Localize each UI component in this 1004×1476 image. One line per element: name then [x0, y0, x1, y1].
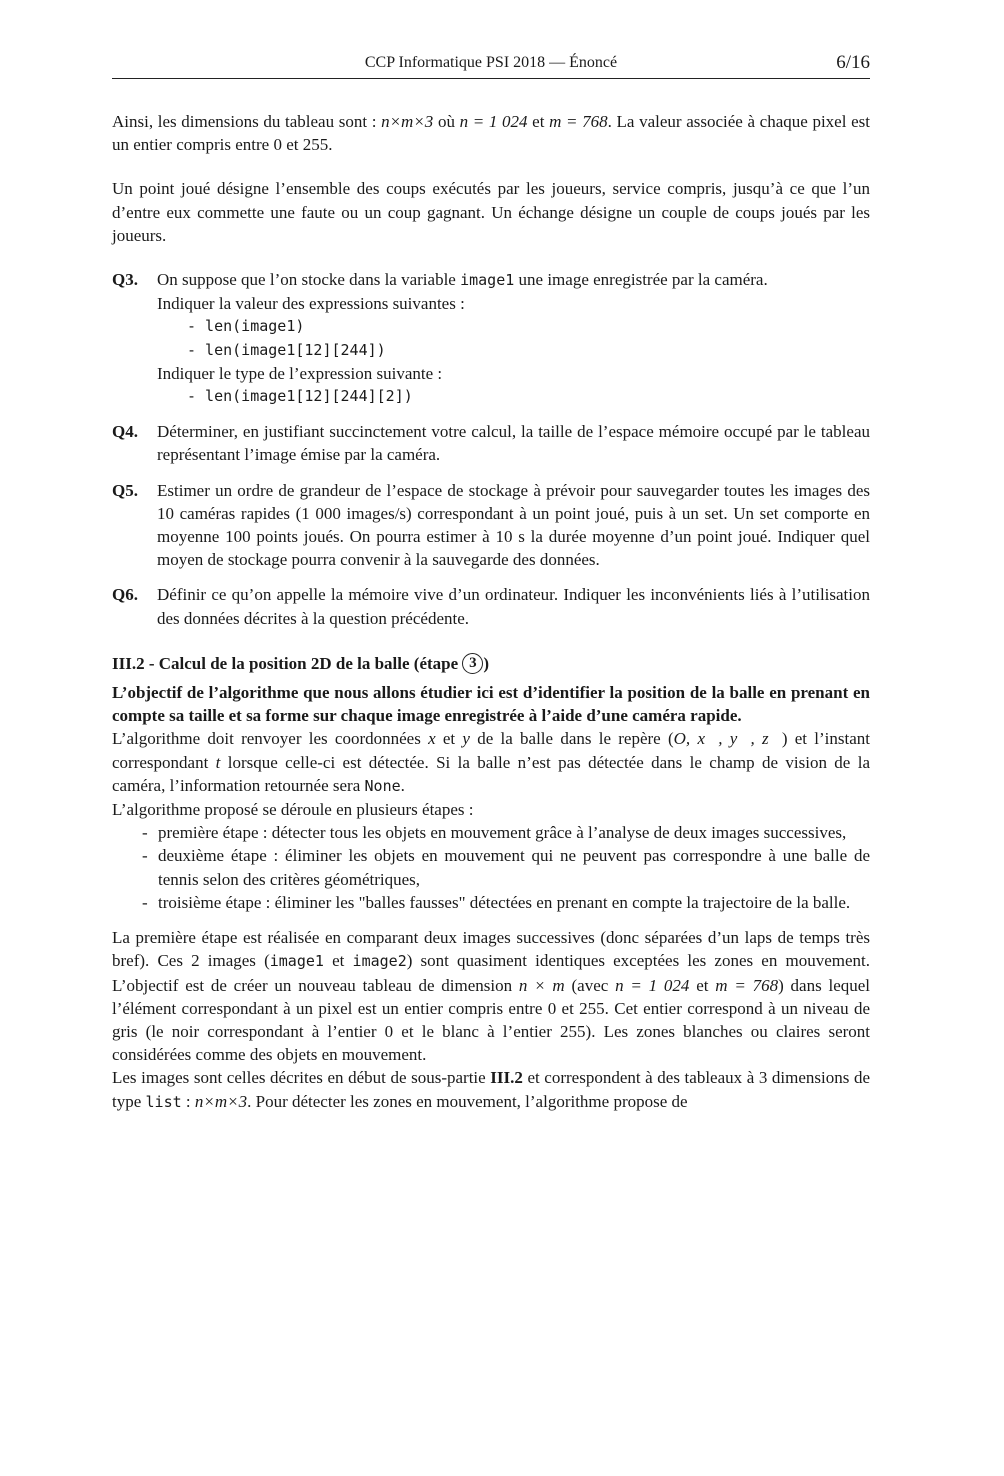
question-number: Q3. [112, 270, 138, 290]
list-item: - deuxième étape : éliminer les objets en mouvement qui ne peuvent pas correspondre à une balle de tennis selon des critères géométriques, [142, 846, 870, 889]
q3-expression-1: - len(image1) [187, 317, 305, 336]
question-number: Q4. [112, 422, 138, 442]
q3-line-2: Indiquer la valeur des expressions suivantes : [157, 294, 465, 314]
q3-expression-2: - len(image1[12][244]) [187, 340, 386, 359]
q5-text: Estimer un ordre de grandeur de l’espace de stockage à prévoir pour sauvegarder toutes les images des 10 caméras rapides (1 000 images/s) correspondant à un point joué, puis à un set. Un set comporte en moyenne 100 points joués. On pourra estimer à 10 s la durée moyenne d’un point joué. Indiquer quel moyen de stockage pourra convenir à la sauvegarde des données. [157, 480, 870, 570]
steps-list [112, 821, 870, 914]
q4-text: Déterminer, en justifiant succinctement votre calcul, la taille de l’espace mémoire occupé par le tableau représentant l’image émise par la caméra. [157, 422, 870, 465]
header-title: CCP Informatique PSI 2018 — Énoncé [364, 54, 618, 71]
section-paragraph-1: L’algorithme doit renvoyer les coordonnées x et y de la balle dans le repère (O, x⃗, y⃗, z⃗) et l’instant correspondant t lorsque celle-ci est détectée. Si la balle n’est pas détectée dans le champ de vision de la caméra, l’information retournée sera None. [112, 729, 870, 795]
intro-paragraph-1: Ainsi, les dimensions du tableau sont : n×m×3 où n = 1 024 et m = 768. La valeur associée à chaque pixel est un entier compris entre 0 et 255. [112, 112, 870, 155]
list-item: - première étape : détecter tous les objets en mouvement grâce à l’analyse de deux images successives, [142, 823, 847, 843]
q3-expression-3: - len(image1[12][244][2]) [187, 387, 413, 406]
question-number: Q6. [112, 585, 138, 605]
section-paragraph-2: L’algorithme proposé se déroule en plusieurs étapes : [112, 800, 474, 820]
question-number: Q5. [112, 480, 138, 500]
question-6 [112, 583, 870, 629]
step-circle-icon: 3 [462, 653, 483, 674]
intro-paragraph-2: Un point joué désigne l’ensemble des coups exécutés par les joueurs, service compris, jusqu’à ce que l’un d’entre eux commette une faute ou un coup gagnant. Un échange désigne un couple de coups joués par les joueurs. [112, 179, 870, 245]
page-number: 6/16 [836, 52, 870, 73]
page-header [112, 52, 870, 79]
page-body [112, 110, 870, 1114]
list-item: - troisième étape : éliminer les "balles fausses" détectées en prenant en compte la trajectoire de la balle. [142, 892, 851, 912]
question-4 [112, 420, 870, 466]
q3-line-3: Indiquer le type de l’expression suivante : [157, 363, 443, 383]
q6-text: Définir ce qu’on appelle la mémoire vive d’un ordinateur. Indiquer les inconvénients liés à l’utilisation des données décrites à la question précédente. [157, 585, 870, 628]
section-paragraph-3: La première étape est réalisée en comparant deux images successives (donc séparées d’un laps de temps très bref). Ces 2 images (image1 et image2) sont quasiment identiques exceptées les zones en mouvement. L’objectif est de créer un nouveau tableau de dimension n × m (avec n = 1 024 et m = 768) dans lequel l’élément correspondant à un pixel est un entier compris entre 0 et 255. Cet entier correspond à un niveau de gris (le noir correspondant à l’entier 0 et le blanc à l’entier 255). Les zones blanches ou claires seront considérées comme des objets en mouvement. [112, 928, 871, 1065]
q3-line-1: On suppose que l’on stocke dans la variable image1 une image enregistrée par la caméra. [157, 270, 768, 290]
question-3 [112, 268, 870, 408]
section-paragraph-4: Les images sont celles décrites en début de sous-partie III.2 et correspondent à des tableaux à 3 dimensions de type list : n×m×3. Pour détecter les zones en mouvement, l’algorithme propose de [112, 1068, 870, 1111]
section-heading: III.2 - Calcul de la position 2D de la balle (étape 3 ) [112, 653, 490, 673]
question-5 [112, 479, 870, 572]
objective-paragraph: L’objectif de l’algorithme que nous allons étudier ici est d’identifier la position de la balle en prenant en compte sa taille et sa forme sur chaque image enregistrée à l’aide d’une caméra rapide. [112, 683, 870, 726]
